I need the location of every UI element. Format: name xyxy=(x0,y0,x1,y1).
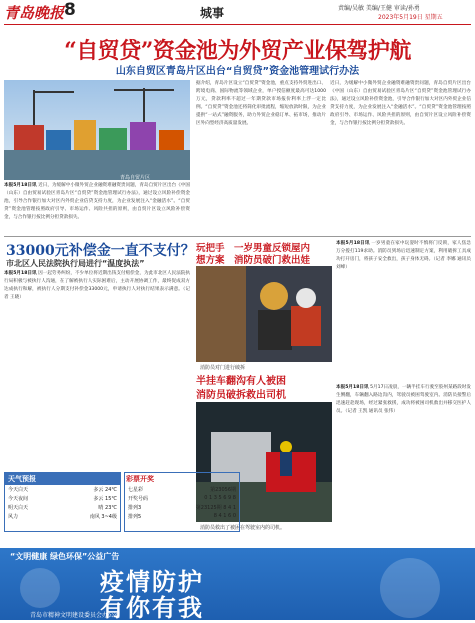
story2-headline: 33000元补偿金一直不支付？ xyxy=(6,243,195,259)
weather-row: 今天白天 多云 24℃ xyxy=(8,487,117,493)
lead-body-middle xyxy=(196,80,326,246)
story2-body xyxy=(4,270,190,466)
lead-headline: “自贸贷”资金池为外贸产业保驾护航 xyxy=(64,38,411,64)
port-photo-illustration xyxy=(4,80,190,180)
lead-subhead: 山东自贸区青岛片区出台“自贸贷”资金池管理试行办法 xyxy=(115,66,360,77)
story3-dateline: 本报5月18日讯 xyxy=(336,241,370,246)
lottery-row: 开奖号码 0 1 3 5 6 9 8 xyxy=(128,495,236,502)
header-rule xyxy=(4,24,471,25)
story2-dateline: 本报5月18日讯 xyxy=(4,271,37,276)
banner-slogan-1: 疫情防护 xyxy=(100,567,204,596)
banner-footer: 青岛市精神文明建设委员会办公室 xyxy=(30,612,121,619)
story4-headline-2: 消防员破拆救出司机 xyxy=(196,390,286,401)
weather-row: 今天夜间 多云 15℃ xyxy=(8,496,117,502)
lead-body-text: 近日，为缓解中小微外贸企业融资难融资贵问题，青岛自贸片区出台《中国（山东）自由贸易试验区青岛片区“自贸贷”资金池管理试行办法》，通过设立风险补偿资金池，引导合作银行加大对区内外贸企业信贷支持力度，为企业发展注入“金融活水”。“自贸贷”资金池管理按照政府引导、市场运作、风险共担的原则，由自贸片区设立风险补偿资金，与合作银行按比例分担贷款损失。 xyxy=(4,183,190,220)
public-service-banner xyxy=(0,548,475,620)
decorative-bubble xyxy=(380,558,440,618)
banner-top-text: “文明健康 绿色环保”公益广告 xyxy=(10,552,120,561)
lead-body-right-text: 据介绍，青岛片区设立“自贸贷”资金池，重点支持外贸进出口、跨境电商、国际物流等领域企业，单户授信额度最高可达1000万元，贷款利率不超过一年期贷款市场报价利率上浮一定比例。“自贸贷”资金池还将简化审批流程，缩短放款时限，为企业提供“一站式”融资服务，助力外贸企业稳订单、拓市场，推动片区外向型经济高质量发展。 xyxy=(196,81,326,126)
weather-box xyxy=(4,472,121,532)
story3-headline-2: 想方案 消防员破门救出娃 xyxy=(196,255,311,266)
page-number: 8 xyxy=(64,0,76,20)
story3-headline-1: 玩把手 一岁男童反锁屋内 xyxy=(196,243,311,254)
weather-title: 天气预报 xyxy=(5,473,120,485)
story4-dateline: 本报5月18日讯 xyxy=(336,385,369,390)
lead-body-right xyxy=(330,80,471,246)
section-divider xyxy=(4,236,471,237)
story4-body xyxy=(336,384,471,524)
firefighter-photo-illustration xyxy=(196,266,332,362)
lottery-logo: 彩票开奖 xyxy=(126,475,154,483)
story4-headline-1: 半挂车翻沟有人被困 xyxy=(196,376,286,387)
story4-photo-caption: 消防员救出了被困在驾驶室内的司机。 xyxy=(200,525,286,531)
editors-line: 责编/吴敏 美编/王健 审读/孙勇 xyxy=(338,5,420,12)
story2-body-text: 因一起劳务纠纷，不少单位将近期出钱支付赔偿金，为此市北区人民法院执行局积极与被执行人沟通，在了解被执行人实际困难后，主动开展协调工作，最终促成双方达成执行和解，被执行人分期支付补偿金33000元，申请执行人对执行结果表示满意。（记者 王晓） xyxy=(4,271,190,300)
story3-photo-caption: 消防员对门进行破拆 xyxy=(200,365,246,371)
lead-photo xyxy=(4,80,190,180)
lead-photo-caption: 青岛自贸片区 xyxy=(120,175,151,181)
lottery-row: 排列5 8 4 1 6 0 xyxy=(128,513,236,520)
story3-body-text: 一岁男童在家中玩耍时不慎将门反锁，家人焦急万分拨打119求助。消防员到场后迅速制定方案，利用破拆工具成功打开房门，将孩子安全救出，孩子身体无碍。（记者 李娜 通讯员 刘峰） xyxy=(336,241,471,270)
lead-dateline: 本报5月18日讯 xyxy=(4,183,37,188)
newspaper-logo: 青岛晚报 xyxy=(4,4,65,22)
weather-row: 明天白天 晴 23℃ xyxy=(8,505,117,511)
masthead xyxy=(0,0,475,22)
lottery-row: 七星彩 第23056期 xyxy=(128,487,236,493)
publish-date: 2023年5月19日 星期五 xyxy=(378,14,443,21)
banner-slogan-2: 有你有我 xyxy=(100,593,204,622)
decorative-bubble xyxy=(20,568,60,608)
story3-photo xyxy=(196,266,332,362)
lead-body-right-text-2: 近日，为缓解中小微外贸企业融资难融资贵问题，青岛自贸片区出台《中国（山东）自由贸易试验区青岛片区“自贸贷”资金池管理试行办法》，通过设立风险补偿资金池，引导合作银行加大对区内外贸企业信贷支持力度，为企业发展注入“金融活水”。“自贸贷”资金池管理按照政府引导、市场运作、风险共担的原则，由自贸片区设立风险补偿资金，与合作银行按比例分担贷款损失。 xyxy=(330,81,471,126)
section-title: 城事 xyxy=(200,6,225,20)
story2-subhead: 市北区人民法院执行局进行“温度执法” xyxy=(6,259,145,268)
story3-body xyxy=(336,240,471,378)
story4-body-text: 5月17日凌晨，一辆半挂车行驶至胶州某路段时发生侧翻，车辆翻入路边沟内，驾驶员被困驾驶室内。消防员接警后迅速赶赴现场，经过紧张救援，成功将被困司机救出并移交医护人员。（记者 王凯 通讯员 张伟） xyxy=(336,385,471,414)
lottery-row: 排列3 第23125期 8 4 1 xyxy=(128,505,236,511)
weather-row: 风力 南风 3~4级 xyxy=(8,514,117,520)
